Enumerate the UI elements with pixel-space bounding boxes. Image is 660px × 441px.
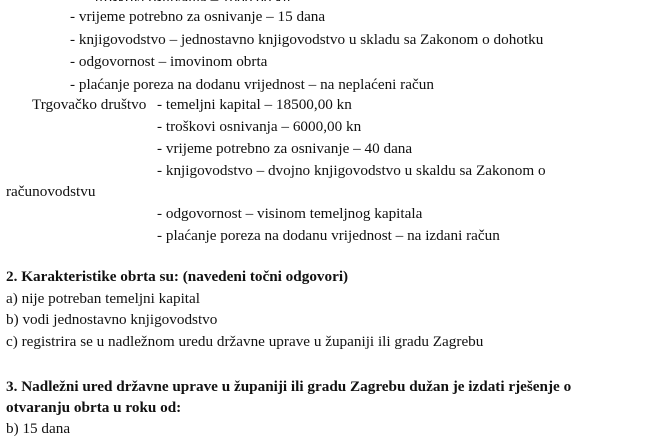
question-2-answer-b: b) vodi jednostavno knjigovodstvo	[6, 311, 218, 328]
question-2-answer-a: a) nije potreban temeljni kapital	[6, 290, 200, 307]
obrt-item-vat: - plaćanje poreza na dodanu vrijednost – na neplaćeni račun	[70, 76, 434, 93]
question-2-answer-c: c) registrira se u nadležnom uredu državne uprave u županiji ili gradu Zagrebu	[6, 333, 484, 350]
trgovacko-item-liability: - odgovornost – visinom temeljnog kapitala	[157, 205, 423, 222]
trgovacko-item-bookkeeping-wrap: računovodstvu	[6, 183, 96, 200]
question-3-heading-line1: 3. Nadležni ured državne uprave u županiji ili gradu Zagrebu dužan je izdati rješenje o	[6, 378, 572, 395]
question-3-answer: b) 15 dana	[6, 420, 71, 437]
trgovacko-item-bookkeeping: - knjigovodstvo – dvojno knjigovodstvo u skaldu sa Zakonom o	[157, 162, 546, 179]
trgovacko-item-capital: - temeljni kapital – 18500,00 kn	[157, 96, 352, 113]
trgovacko-label: Trgovačko društvo	[32, 96, 147, 113]
trgovacko-item-vat: - plaćanje poreza na dodanu vrijednost – na izdani račun	[157, 227, 500, 244]
obrt-item-liability: - odgovornost – imovinom obrta	[70, 53, 268, 70]
question-2-heading: 2. Karakteristike obrta su: (navedeni točni odgovori)	[6, 268, 349, 285]
trgovacko-item-time: - vrijeme potrebno za osnivanje – 40 dana	[157, 140, 413, 157]
obrt-item-time: - vrijeme potrebno za osnivanje – 15 dana	[70, 8, 326, 25]
question-3-heading-line2: otvaranju obrta u roku od:	[6, 399, 182, 416]
obrt-item-bookkeeping: - knjigovodstvo – jednostavno knjigovodstvo u skladu sa Zakonom o dohotku	[70, 31, 544, 48]
clipped-top-line	[95, 0, 290, 1]
trgovacko-item-costs: - troškovi osnivanja – 6000,00 kn	[157, 118, 362, 135]
